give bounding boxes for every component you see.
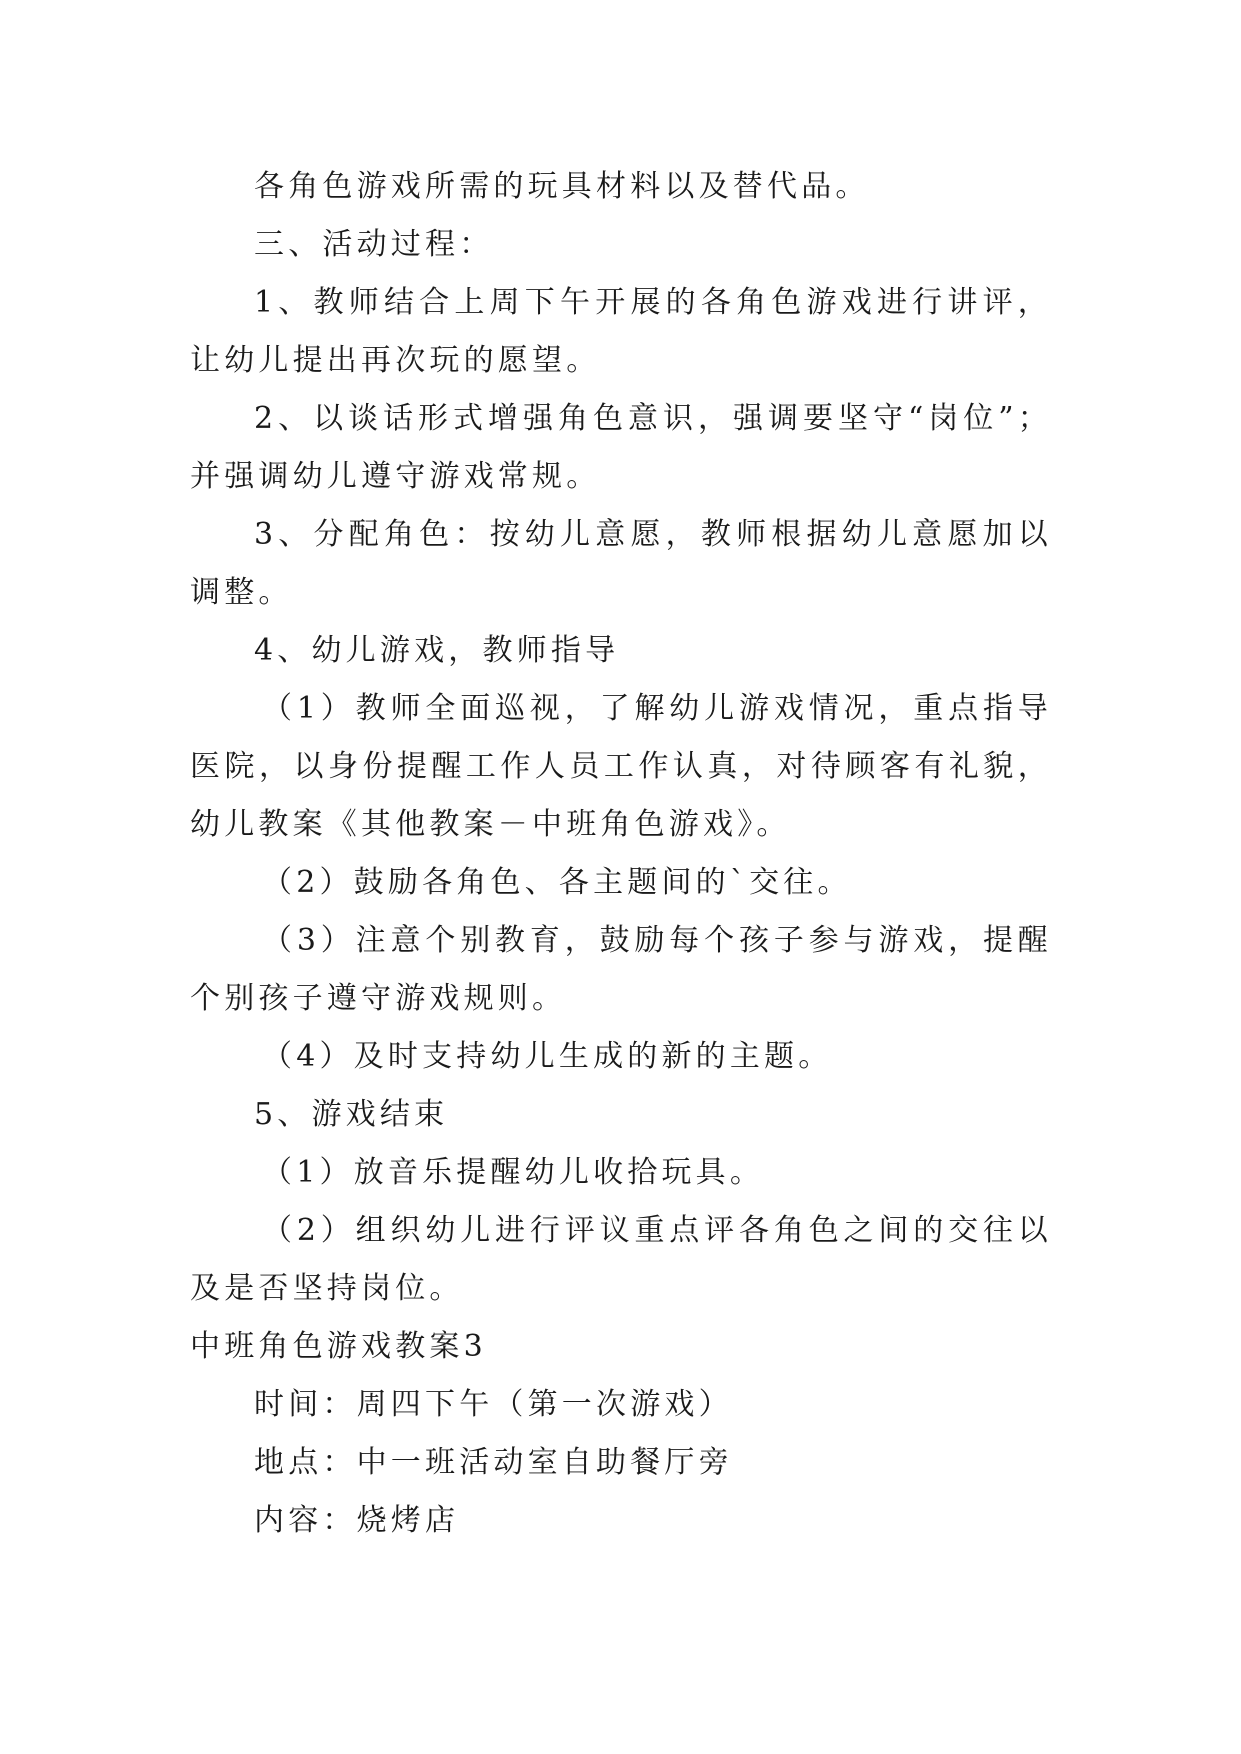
paragraph-step-1: 1、教师结合上周下午开展的各角色游戏进行讲评，让幼儿提出再次玩的愿望。	[190, 285, 1052, 378]
paragraph-time: 时间：周四下午（第一次游戏）	[254, 1387, 733, 1422]
paragraph-content: 内容：烧烤店	[254, 1503, 460, 1538]
paragraph-step-4: 4、幼儿游戏，教师指导	[254, 633, 620, 668]
paragraph-step-4-item-2: （2）鼓励各角色、各主题间的`交往。	[262, 865, 852, 900]
paragraph-step-5-item-2: （2）组织幼儿进行评议重点评各角色之间的交往以及是否坚持岗位。	[190, 1213, 1052, 1306]
paragraph-materials: 各角色游戏所需的玩具材料以及替代品。	[254, 169, 870, 204]
paragraph-step-2: 2、以谈话形式增强角色意识，强调要坚守“岗位”；并强调幼儿遵守游戏常规。	[190, 401, 1052, 494]
paragraph-step-5: 5、游戏结束	[254, 1097, 449, 1132]
paragraph-location: 地点：中一班活动室自助餐厅旁	[254, 1445, 733, 1480]
paragraph-step-4-item-1: （1）教师全面巡视，了解幼儿游戏情况，重点指导医院，以身份提醒工作人员工作认真，对待顾客有礼貌，幼儿教案《其他教案－中班角色游戏》。	[190, 691, 1052, 842]
lesson-plan-title: 中班角色游戏教案3	[190, 1329, 487, 1364]
paragraph-step-4-item-3: （3）注意个别教育，鼓励每个孩子参与游戏，提醒个别孩子遵守游戏规则。	[190, 923, 1052, 1016]
paragraph-step-3: 3、分配角色：按幼儿意愿，教师根据幼儿意愿加以调整。	[190, 517, 1052, 610]
document-body	[190, 158, 1052, 1550]
paragraph-step-5-item-1: （1）放音乐提醒幼儿收拾玩具。	[262, 1155, 765, 1190]
paragraph-step-4-item-4: （4）及时支持幼儿生成的新的主题。	[262, 1039, 833, 1074]
section-heading-activity-process: 三、活动过程：	[254, 227, 494, 262]
